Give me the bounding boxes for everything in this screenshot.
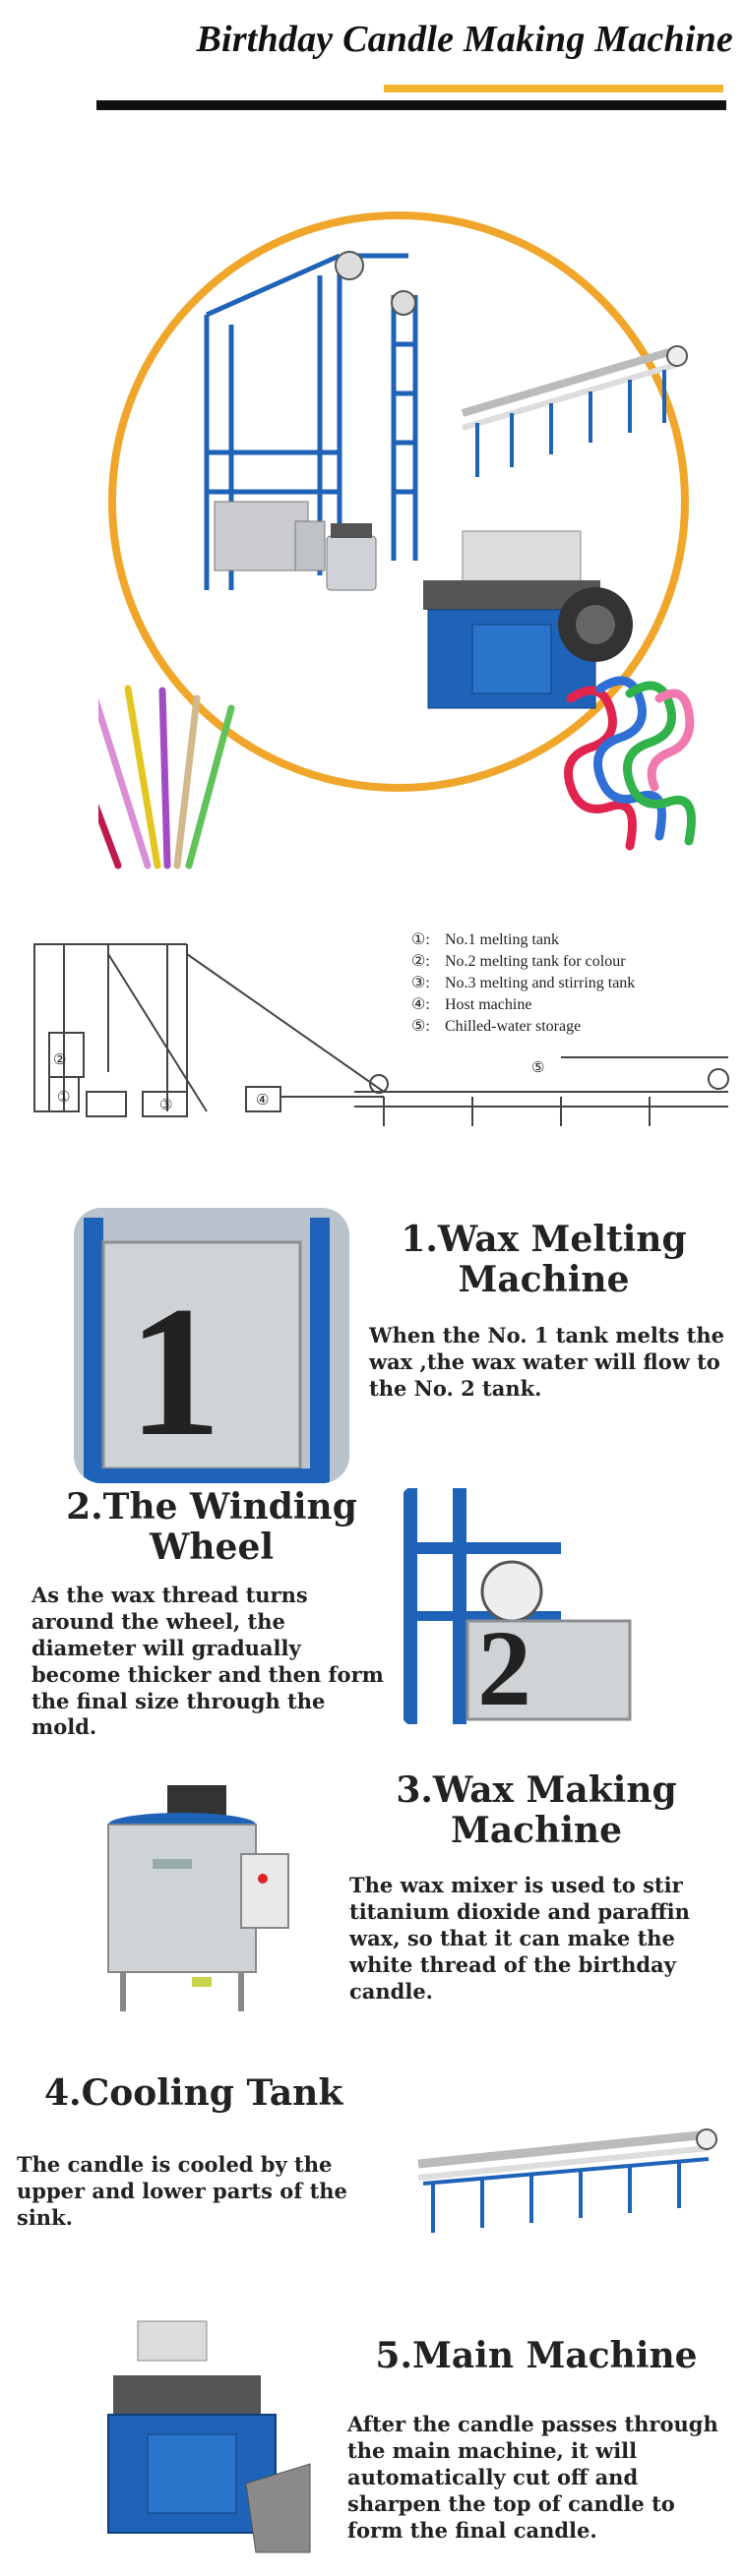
legend-item: ③: No.3 melting and stirring tank <box>411 975 636 991</box>
section-2-text: As the wax thread turns around the wheel, the diameter will gradually become thicker and then form the final size through the mold. <box>31 1583 384 1740</box>
section-4-text: The candle is cooled by the upper and lower parts of the sink. <box>17 2152 347 2230</box>
section-4-title: 4.Cooling Tank <box>44 2072 343 2114</box>
legend-item: ①: No.1 melting tank <box>411 931 559 948</box>
section-3-text: The wax mixer is used to stir titanium dioxide and paraffin wax, so that it can make the white thread of the birthday candle. <box>349 1873 690 2004</box>
legend-item: ⑤: Chilled-water storage <box>411 1018 582 1035</box>
legend-item: ②: No.2 melting tank for colour <box>411 953 626 970</box>
section-1-text: When the No. 1 tank melts the wax ,the wax water will flow to the No. 2 tank. <box>369 1323 724 1401</box>
winding-wheel-photo <box>399 1483 640 1729</box>
section-2-title: 2.The Winding Wheel <box>66 1486 357 1569</box>
section-3-title: 3.Wax Making Machine <box>396 1769 677 1852</box>
straight-candles-image <box>98 689 231 866</box>
page-title: Birthday Candle Making Machine <box>196 19 733 60</box>
title-underline-bar <box>96 100 726 110</box>
title-accent-bar <box>384 85 723 92</box>
main-machine-photo <box>98 2316 315 2562</box>
marker-4: ④ <box>256 1091 270 1108</box>
legend <box>411 929 635 1038</box>
tank-number-1: 1 <box>128 1269 221 1475</box>
legend-item: ④: Host machine <box>411 996 532 1013</box>
marker-2: ② <box>53 1050 67 1068</box>
marker-3: ③ <box>159 1096 173 1113</box>
section-5-title: 5.Main Machine <box>375 2335 698 2376</box>
section-1-title: 1.Wax Melting Machine <box>401 1219 687 1301</box>
main-machine-image <box>423 531 633 708</box>
wax-melting-machine-photo <box>74 1208 349 1483</box>
hero-illustration <box>98 236 709 915</box>
section-5-text: After the candle passes through the main machine, it will automatically cut off and sharpen the top of candle to form the final candle. <box>347 2412 718 2543</box>
tank-number-2: 2 <box>477 1608 531 1728</box>
cooling-tank-photo <box>413 2115 728 2238</box>
cooling-rail-image <box>463 349 679 477</box>
marker-1: ① <box>57 1088 71 1106</box>
marker-5: ⑤ <box>531 1058 545 1076</box>
wax-making-machine-photo <box>93 1780 305 2021</box>
